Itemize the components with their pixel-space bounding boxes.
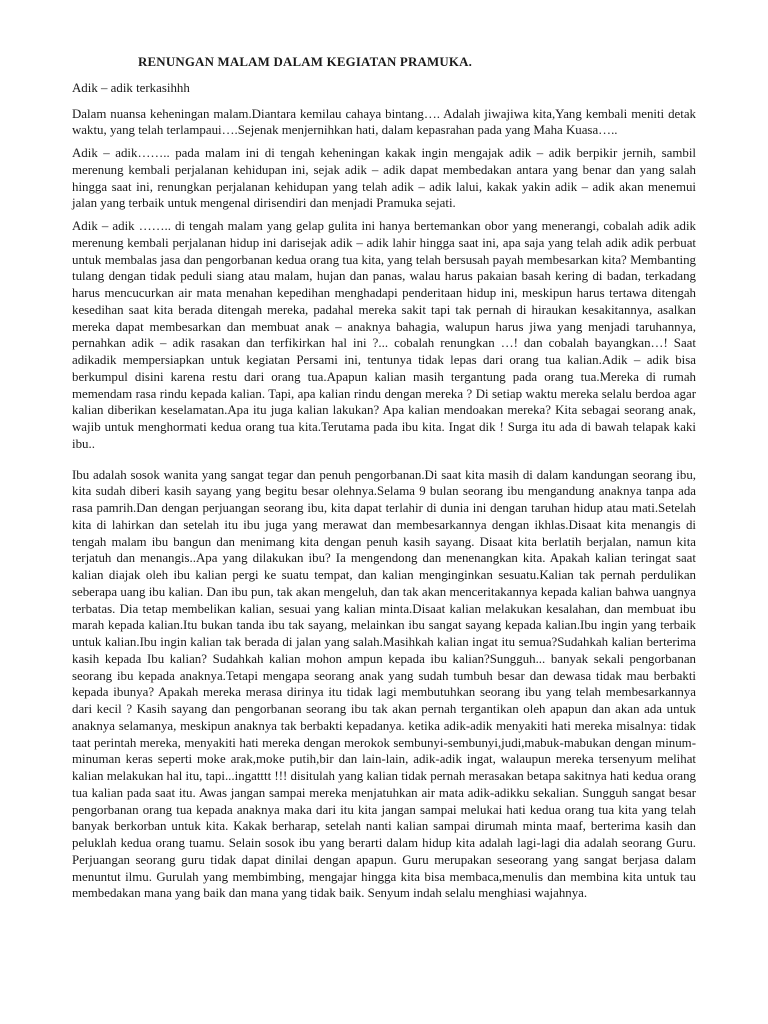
paragraph-4: Ibu adalah sosok wanita yang sangat tegar dan penuh pengorbanan.Di saat kita masih di dalam kandungan seorang ibu, kita sudah diberi kasih sayang yang begitu besar olehnya.Selama 9 bulan seorang ibu mengandung anaknya tanpa ada rasa pamrih.Dan dengan perjuangan seorang ibu, kita dapat terlahir di dunia ini dengan taruhan hidup atau mati.Setelah kita di lahirkan dan setelah itu ibu juga yang merawat dan membesarkannya dengan ikhlas.Disaat kita menangis di tengah malam ibu bangun dan menimang kita dengan penuh kasih sayang. Disaat kita berlatih berjalan, namun kita terjatuh dan menangis..Apa yang dilakukan ibu? Ia mengendong dan menenangkan kita. Apakah kalian teringat saat kalian diajak oleh ibu kalian pergi ke suatu tempat, dan kalian menginginkan sesuatu.Kalian tak pernah perdulikan seberapa uang ibu kalian. Dan ibu pun, tak akan mengeluh, dan tak akan menceritakannya kepada kalian bahwa uangnya terbatas. Dia tetap membelikan kalian, sesuai yang kalian minta.Disaat kalian melakukan kesalahan, dan membuat ibu marah kepada kalian.Itu bukan tanda ibu tak sayang, melainkan ibu sangat sayang kepada kalian.Ibu ingin yang terbaik untuk kalian.Ibu ingin kalian tak berada di jalan yang salah.Masihkah kalian ingat itu semua?Sudahkah kalian berterima kasih kepada Ibu kalian? Sudahkah kalian mohon ampun kepada ibu kalian?Sungguh... banyak sekali pengorbanan seorang ibu kepada anaknya.Tetapi mengapa seorang anak yang sudah tumbuh besar dan dewasa tidak mau berbakti kepada ibunya? Apakah mereka merasa dirinya itu tidak lagi membutuhkan seorang ibu yang telah membesarkannya dari kecil ? Kasih sayang dan pengorbanan seorang ibu tak akan pernah tergantikan oleh apapun dan akan ada untuk anaknya selamanya, meskipun anaknya tak berbakti kepadanya. ketika adik-adik menyakiti hati mereka misalnya: tidak taat perintah mereka, menyakiti hati mereka dengan merokok sembunyi-sembunyi,judi,mabuk-mabukan dengan minum- minuman keras seperti moke arak,moke putih,bir dan lain-lain, adik-adik ingat, walaupun mereka tersenyum melihat kalian melakukan hal itu, tapi...ingatttt !!! disitulah yang kalian tidak pernah merasakan betapa sakitnya hati kedua orang tua kalian pada saat itu. Awas jangan sampai mereka menjatuhkan air mata adik-adikku sekalian. Sungguh sangat besar pengorbanan orang tua kepada anaknya maka dari itu kita jangan sampai melukai hati kedua orang tua kita yang telah banyak berkorban untuk kita. Kakak berharap, setelah nanti kalian sampai dirumah minta maaf, berterima kasih dan peluklah kedua orang tuamu. Selain sosok ibu yang berarti dalam hidup kita adalah lagi-lagi dia adalah seorang Guru. Perjuangan seorang guru tidak dapat dinilai dengan apapun. Guru merupakan seseorang yang sangat berjasa dalam menuntut ilmu. Gurulah yang membimbing, mengajar hingga kita bisa membaca,menulis dan membina kita untuk tau membedakan mana yang baik dan mana yang tidak baik. Senyum indah selalu menghiasi wajahnya. [72,467,696,901]
document-title: RENUNGAN MALAM DALAM KEGIATAN PRAMUKA. [138,55,473,69]
paragraph-1: Dalam nuansa keheningan malam.Diantara kemilau cahaya bintang…. Adalah jiwajiwa kita,Yang kembali meniti detak waktu, yang telah terlampaui….Sejenak menjernihkan hati, dalam kepasrahan pada yang Maha Kuasa….. [72,106,696,138]
paragraph-2: Adik – adik…….. pada malam ini di tengah keheningan kakak ingin mengajak adik – adik berpikir jernih, sambil merenung kembali perjalanan kehidupan ini, sejak adik – adik dapat membedakan antara yang benar dan yang salah hingga saat ini, renungkan perjalanan kehidupan yang telah adik – adik lalui, kakak yakin adik – adik akan menemui jalan yang terbaik untuk mengenal dirisendiri dan menjadi Pramuka sejati. [72,146,696,211]
greeting: Adik – adik terkasihhh [72,80,190,95]
paragraph-3: Adik – adik …….. di tengah malam yang gelap gulita ini hanya bertemankan obor yang menerangi, cobalah adik adik merenung kembali perjalanan hidup ini darisejak adik – adik lahir hingga saat ini, apa saja yang telah adik adik perbuat untuk membalas jasa dan pengorbanan kedua orang tua kita, yang telah bersusah payah membesarkan kita? Membanting tulang dengan tidak peduli siang atau malam, hujan dan panas, walau harus pakaian basah kering di badan, terkadang harus mencucurkan air mata menahan kepedihan menghadapi penderitaan hidup ini, meskipun harus tertawa ditengah kesedihan saat kita berada ditengah mereka, padahal mereka sakit tapi tak pernah di hiraukan kesakitannya, asalkan mereka dapat membesarkan dan membuat anak – anaknya bahagia, walupun harus jiwa yang menjadi taruhannya, pernahkan adik – adik rasakan dan terfikirkan hal ini ?... cobalah renungkan …! dan cobalah bayangkan…! Saat adikadik mempersiapkan untuk kegiatan Persami ini, tentunya tidak lepas dari orang tua kalian.Adik – adik bisa berkumpul disini karena restu dari orang tua.Apapun kalian masih tergantung pada orang tua.Mereka di rumah memendam rasa rindu kepada kalian. Tapi, apa kalian rindu dengan mereka ? Di setiap waktu mereka selalu berdoa agar kalian diberikan keselamatan.Apa itu juga kalian lakukan? Apa kalian mendoakan mereka? Kita sebagai seorang anak, wajib untuk menghormati kedua orang tua kita.Terutama pada ibu kita. Ingat dik ! Surga itu ada di bawah telapak kaki ibu.. [72,219,696,451]
